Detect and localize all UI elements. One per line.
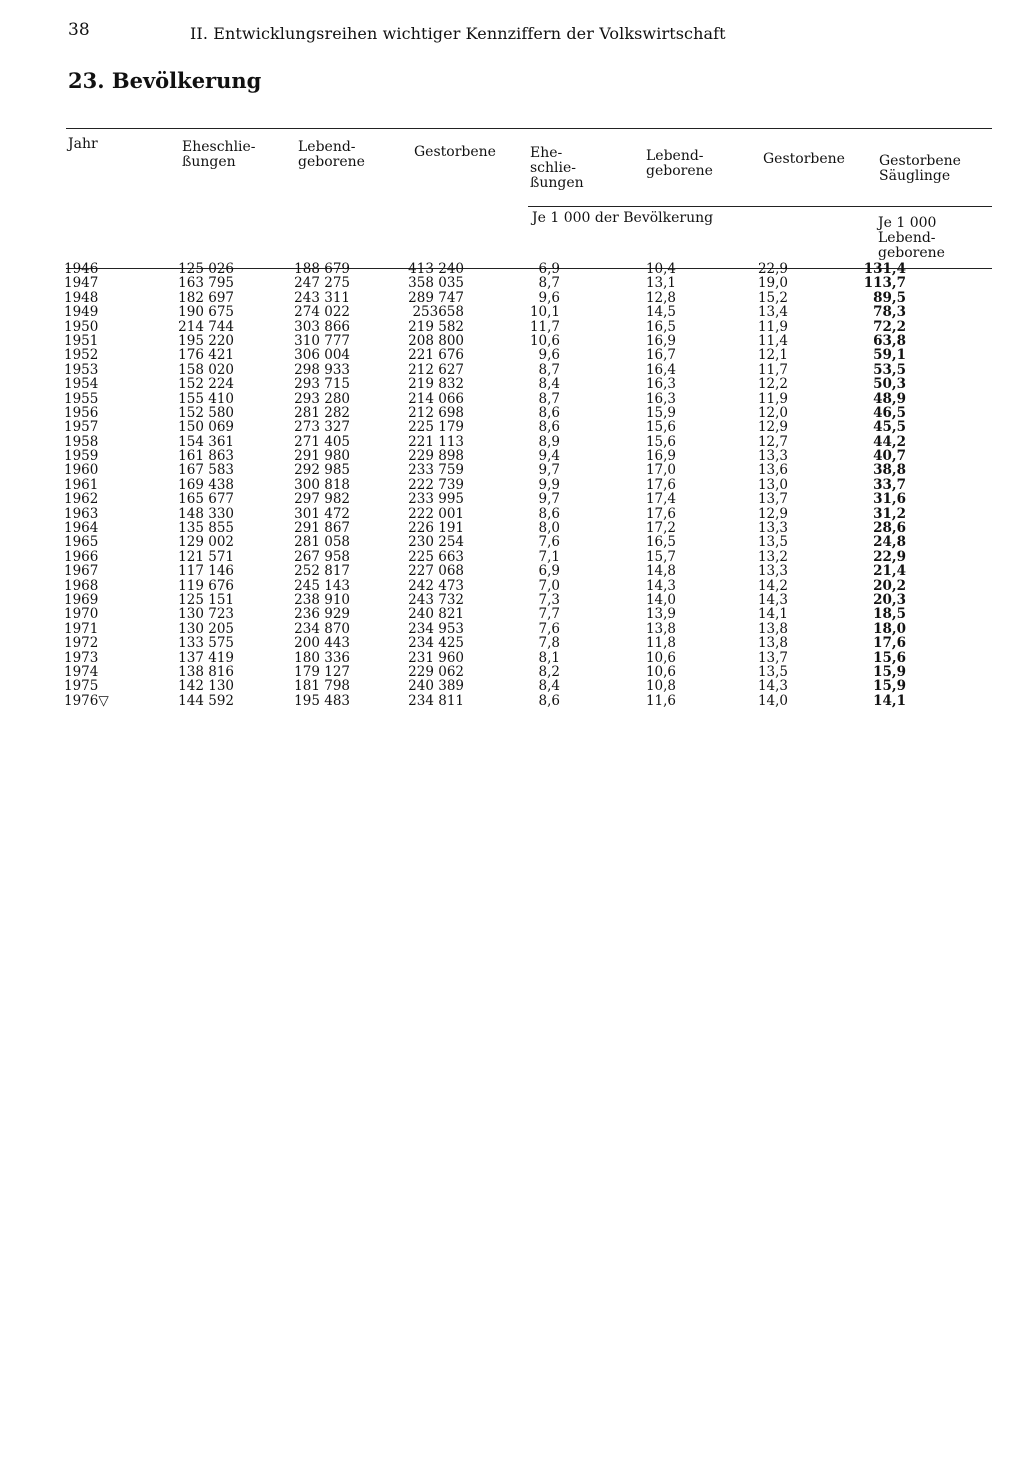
- cell-infant-mortality: 46,5: [873, 404, 906, 421]
- cell-marriage-rate: 7,1: [538, 548, 560, 565]
- cell-birth-rate: 11,8: [645, 635, 676, 652]
- cell-birth-rate: 16,3: [645, 390, 676, 407]
- header-lebendgeborene: Lebend- geborene: [298, 139, 365, 170]
- cell-live-births: 200 443: [294, 635, 350, 652]
- cell-year: 1951: [64, 332, 99, 349]
- table-row: [0, 420, 1024, 434]
- cell-death-rate: 13,3: [757, 520, 788, 537]
- cell-year: 1959: [64, 448, 99, 465]
- cell-deaths: 413 240: [408, 261, 464, 277]
- cell-marriages: 142 130: [178, 678, 234, 695]
- cell-live-births: 300 818: [294, 476, 350, 493]
- section-title: 23. Bevölkerung: [68, 68, 262, 93]
- cell-year: 1954: [64, 376, 99, 393]
- table-row: [0, 622, 1024, 636]
- cell-infant-mortality: 48,9: [873, 390, 906, 407]
- cell-live-births: 291 980: [294, 448, 350, 465]
- cell-infant-mortality: 89,5: [873, 289, 906, 306]
- table-row: [0, 348, 1024, 362]
- cell-infant-mortality: 59,1: [873, 347, 906, 364]
- cell-death-rate: 13,4: [757, 304, 788, 321]
- cell-year: 1965: [64, 534, 99, 551]
- cell-birth-rate: 13,1: [645, 275, 676, 292]
- cell-infant-mortality: 78,3: [873, 304, 906, 321]
- table-row: [0, 449, 1024, 463]
- cell-birth-rate: 11,6: [645, 692, 676, 709]
- cell-infant-mortality: 44,2: [873, 433, 906, 450]
- cell-infant-mortality: 15,6: [873, 649, 906, 666]
- table-row: [0, 392, 1024, 406]
- cell-deaths: 243 732: [408, 591, 464, 608]
- cell-infant-mortality: 20,3: [873, 591, 906, 608]
- cell-live-births: 245 143: [294, 577, 350, 594]
- table-row: [0, 305, 1024, 319]
- cell-birth-rate: 10,6: [645, 649, 676, 666]
- cell-infant-mortality: 17,6: [873, 635, 906, 652]
- cell-live-births: 298 933: [294, 361, 350, 378]
- table-row: [0, 463, 1024, 477]
- cell-death-rate: 13,6: [757, 462, 788, 479]
- cell-marriage-rate: 7,0: [538, 577, 560, 594]
- cell-marriages: 214 744: [178, 318, 234, 335]
- cell-marriage-rate: 9,9: [538, 476, 560, 493]
- table-row: [0, 363, 1024, 377]
- table-body: [0, 262, 1024, 708]
- cell-birth-rate: 16,7: [645, 347, 676, 364]
- cell-year: 1969: [64, 591, 99, 608]
- cell-marriages: 152 580: [178, 404, 234, 421]
- cell-year: 1973: [64, 649, 99, 666]
- cell-deaths: 233 759: [408, 462, 464, 479]
- cell-birth-rate: 17,6: [645, 505, 676, 522]
- cell-birth-rate: 16,5: [645, 534, 676, 551]
- cell-death-rate: 14,0: [757, 692, 788, 709]
- cell-marriage-rate: 8,6: [538, 404, 560, 421]
- cell-infant-mortality: 18,0: [873, 620, 906, 637]
- table-row: [0, 665, 1024, 679]
- cell-death-rate: 13,5: [757, 663, 788, 680]
- header-eheschliessungen: Eheschlie- ßungen: [182, 139, 256, 170]
- cell-year: 1948: [64, 289, 99, 306]
- cell-death-rate: 12,9: [757, 419, 788, 436]
- cell-infant-mortality: 22,9: [873, 548, 906, 565]
- cell-marriages: 125 151: [178, 591, 234, 608]
- cell-infant-mortality: 113,7: [863, 275, 906, 292]
- cell-deaths: 231 960: [408, 649, 464, 666]
- cell-year: 1974: [64, 663, 99, 680]
- cell-death-rate: 15,2: [757, 289, 788, 306]
- table-row: [0, 535, 1024, 549]
- cell-year: 1962: [64, 491, 99, 508]
- cell-year: 1956: [64, 404, 99, 421]
- cell-birth-rate: 14,5: [645, 304, 676, 321]
- cell-marriage-rate: 8,7: [538, 275, 560, 292]
- cell-deaths: 225 179: [408, 419, 464, 436]
- cell-year: 1970: [64, 606, 99, 623]
- cell-marriages: 144 592: [178, 692, 234, 709]
- cell-birth-rate: 17,4: [645, 491, 676, 508]
- table-row: [0, 607, 1024, 621]
- cell-marriages: 163 795: [178, 275, 234, 292]
- table-row: [0, 377, 1024, 391]
- cell-death-rate: 13,0: [757, 476, 788, 493]
- cell-marriage-rate: 9,7: [538, 491, 560, 508]
- cell-deaths: 289 747: [408, 289, 464, 306]
- cell-marriages: 138 816: [178, 663, 234, 680]
- cell-live-births: 234 870: [294, 620, 350, 637]
- cell-birth-rate: 17,6: [645, 476, 676, 493]
- cell-death-rate: 22,9: [757, 261, 788, 277]
- cell-marriage-rate: 8,1: [538, 649, 560, 666]
- cell-year: 1952: [64, 347, 99, 364]
- cell-infant-mortality: 15,9: [873, 678, 906, 695]
- cell-marriage-rate: 7,3: [538, 591, 560, 608]
- cell-live-births: 293 715: [294, 376, 350, 393]
- cell-marriages: 158 020: [178, 361, 234, 378]
- cell-death-rate: 13,7: [757, 649, 788, 666]
- cell-marriages: 155 410: [178, 390, 234, 407]
- cell-deaths: 221 676: [408, 347, 464, 364]
- cell-marriages: 135 855: [178, 520, 234, 537]
- cell-live-births: 179 127: [294, 663, 350, 680]
- table-row: [0, 262, 1024, 276]
- cell-death-rate: 13,3: [757, 448, 788, 465]
- cell-deaths: 226 191: [408, 520, 464, 537]
- cell-live-births: 281 282: [294, 404, 350, 421]
- cell-death-rate: 19,0: [757, 275, 788, 292]
- cell-deaths: 219 582: [408, 318, 464, 335]
- cell-year: 1960: [64, 462, 99, 479]
- table-top-rule: [66, 128, 992, 129]
- cell-marriages: 130 205: [178, 620, 234, 637]
- cell-birth-rate: 15,6: [645, 419, 676, 436]
- cell-marriage-rate: 7,6: [538, 620, 560, 637]
- table-row: [0, 579, 1024, 593]
- cell-live-births: 281 058: [294, 534, 350, 551]
- cell-marriages: 182 697: [178, 289, 234, 306]
- cell-infant-mortality: 50,3: [873, 376, 906, 393]
- cell-year: 1961: [64, 476, 99, 493]
- table-row: [0, 593, 1024, 607]
- cell-infant-mortality: 18,5: [873, 606, 906, 623]
- header-jahr: Jahr: [68, 136, 98, 152]
- cell-infant-mortality: 63,8: [873, 332, 906, 349]
- header-lebendgeborene-rate: Lebend- geborene: [646, 148, 713, 179]
- cell-death-rate: 13,8: [757, 620, 788, 637]
- cell-birth-rate: 17,0: [645, 462, 676, 479]
- cell-death-rate: 11,9: [757, 390, 788, 407]
- cell-marriages: 169 438: [178, 476, 234, 493]
- cell-deaths: 227 068: [408, 563, 464, 580]
- cell-live-births: 301 472: [294, 505, 350, 522]
- cell-live-births: 274 022: [294, 304, 350, 321]
- cell-marriage-rate: 9,7: [538, 462, 560, 479]
- cell-infant-mortality: 31,6: [873, 491, 906, 508]
- cell-death-rate: 14,1: [757, 606, 788, 623]
- cell-birth-rate: 14,0: [645, 591, 676, 608]
- cell-marriage-rate: 8,6: [538, 692, 560, 709]
- cell-death-rate: 12,1: [757, 347, 788, 364]
- cell-year: 1958: [64, 433, 99, 450]
- running-title: II. Entwicklungsreihen wichtiger Kennziffern der Volkswirtschaft: [190, 24, 726, 43]
- cell-live-births: 306 004: [294, 347, 350, 364]
- cell-year: 1955: [64, 390, 99, 407]
- cell-marriages: 148 330: [178, 505, 234, 522]
- cell-marriages: 125 026: [178, 261, 234, 277]
- cell-marriages: 165 677: [178, 491, 234, 508]
- cell-year: 1957: [64, 419, 99, 436]
- cell-marriage-rate: 7,8: [538, 635, 560, 652]
- cell-birth-rate: 16,4: [645, 361, 676, 378]
- cell-marriages: 167 583: [178, 462, 234, 479]
- cell-live-births: 273 327: [294, 419, 350, 436]
- cell-marriage-rate: 7,6: [538, 534, 560, 551]
- cell-infant-mortality: 40,7: [873, 448, 906, 465]
- cell-infant-mortality: 14,1: [873, 692, 906, 709]
- cell-deaths: 240 389: [408, 678, 464, 695]
- cell-infant-mortality: 72,2: [873, 318, 906, 335]
- table-row: [0, 334, 1024, 348]
- cell-death-rate: 13,5: [757, 534, 788, 551]
- cell-live-births: 267 958: [294, 548, 350, 565]
- cell-marriages: 152 224: [178, 376, 234, 393]
- cell-deaths: 358 035: [408, 275, 464, 292]
- cell-infant-mortality: 31,2: [873, 505, 906, 522]
- cell-death-rate: 14,3: [757, 678, 788, 695]
- cell-deaths: 208 800: [408, 332, 464, 349]
- cell-deaths: 222 001: [408, 505, 464, 522]
- cell-deaths: 234 425: [408, 635, 464, 652]
- cell-live-births: 297 982: [294, 491, 350, 508]
- cell-death-rate: 13,2: [757, 548, 788, 565]
- cell-marriages: 119 676: [178, 577, 234, 594]
- cell-death-rate: 14,2: [757, 577, 788, 594]
- cell-death-rate: 12,2: [757, 376, 788, 393]
- cell-marriages: 121 571: [178, 548, 234, 565]
- cell-deaths: 219 832: [408, 376, 464, 393]
- cell-birth-rate: 16,5: [645, 318, 676, 335]
- table-row: [0, 276, 1024, 290]
- table-row: [0, 478, 1024, 492]
- cell-infant-mortality: 33,7: [873, 476, 906, 493]
- cell-marriage-rate: 8,7: [538, 390, 560, 407]
- cell-birth-rate: 13,8: [645, 620, 676, 637]
- cell-infant-mortality: 53,5: [873, 361, 906, 378]
- cell-marriage-rate: 8,9: [538, 433, 560, 450]
- unit-rule: [528, 206, 992, 207]
- cell-year: 1950: [64, 318, 99, 335]
- cell-birth-rate: 10,8: [645, 678, 676, 695]
- cell-infant-mortality: 21,4: [873, 563, 906, 580]
- cell-marriage-rate: 8,7: [538, 361, 560, 378]
- cell-marriage-rate: 11,7: [529, 318, 560, 335]
- cell-birth-rate: 14,8: [645, 563, 676, 580]
- cell-marriage-rate: 8,4: [538, 678, 560, 695]
- cell-year: 1972: [64, 635, 99, 652]
- cell-marriage-rate: 8,4: [538, 376, 560, 393]
- header-gestorbene: Gestorbene: [414, 144, 496, 160]
- cell-year: 1975: [64, 678, 99, 695]
- cell-year: 1971: [64, 620, 99, 637]
- cell-marriage-rate: 9,4: [538, 448, 560, 465]
- table-row: [0, 679, 1024, 693]
- cell-birth-rate: 16,9: [645, 448, 676, 465]
- cell-deaths: 234 811: [408, 692, 464, 709]
- cell-deaths: 240 821: [408, 606, 464, 623]
- cell-marriage-rate: 6,9: [538, 563, 560, 580]
- cell-marriage-rate: 9,6: [538, 289, 560, 306]
- table-row: [0, 291, 1024, 305]
- cell-live-births: 181 798: [294, 678, 350, 695]
- cell-marriages: 137 419: [178, 649, 234, 666]
- cell-live-births: 238 910: [294, 591, 350, 608]
- cell-birth-rate: 10,6: [645, 663, 676, 680]
- cell-deaths: 229 898: [408, 448, 464, 465]
- cell-deaths: 242 473: [408, 577, 464, 594]
- table-row: [0, 492, 1024, 506]
- cell-live-births: 243 311: [294, 289, 350, 306]
- cell-year: 1949: [64, 304, 99, 321]
- cell-marriage-rate: 6,9: [538, 261, 560, 277]
- cell-live-births: 271 405: [294, 433, 350, 450]
- cell-live-births: 195 483: [294, 692, 350, 709]
- cell-birth-rate: 12,8: [645, 289, 676, 306]
- table-row: [0, 564, 1024, 578]
- unit-per-births: Je 1 000 Lebend- geborene: [878, 215, 945, 261]
- cell-birth-rate: 16,9: [645, 332, 676, 349]
- cell-marriage-rate: 10,1: [529, 304, 560, 321]
- cell-deaths: 214 066: [408, 390, 464, 407]
- cell-marriage-rate: 9,6: [538, 347, 560, 364]
- table-row: [0, 435, 1024, 449]
- table-row: [0, 651, 1024, 665]
- table-row: [0, 694, 1024, 708]
- cell-marriages: 130 723: [178, 606, 234, 623]
- cell-death-rate: 11,9: [757, 318, 788, 335]
- cell-live-births: 291 867: [294, 520, 350, 537]
- cell-marriage-rate: 8,6: [538, 505, 560, 522]
- cell-marriage-rate: 10,6: [529, 332, 560, 349]
- cell-year: 1968: [64, 577, 99, 594]
- table-row: [0, 320, 1024, 334]
- cell-live-births: 188 679: [294, 261, 350, 277]
- cell-marriage-rate: 8,6: [538, 419, 560, 436]
- cell-marriage-rate: 8,0: [538, 520, 560, 537]
- cell-marriages: 190 675: [178, 304, 234, 321]
- cell-deaths: 233 995: [408, 491, 464, 508]
- cell-live-births: 247 275: [294, 275, 350, 292]
- cell-marriages: 161 863: [178, 448, 234, 465]
- header-gestorbene-saeuglinge: Gestorbene Säuglinge: [879, 153, 961, 184]
- cell-birth-rate: 15,9: [645, 404, 676, 421]
- cell-live-births: 236 929: [294, 606, 350, 623]
- cell-death-rate: 12,0: [757, 404, 788, 421]
- cell-marriages: 154 361: [178, 433, 234, 450]
- cell-death-rate: 12,9: [757, 505, 788, 522]
- cell-infant-mortality: 131,4: [863, 261, 906, 277]
- cell-year: 1967: [64, 563, 99, 580]
- cell-birth-rate: 14,3: [645, 577, 676, 594]
- cell-deaths: 253658: [412, 304, 464, 321]
- cell-marriages: 129 002: [178, 534, 234, 551]
- cell-year: 1964: [64, 520, 99, 537]
- cell-live-births: 303 866: [294, 318, 350, 335]
- cell-birth-rate: 13,9: [645, 606, 676, 623]
- cell-death-rate: 11,4: [757, 332, 788, 349]
- table-row: [0, 507, 1024, 521]
- cell-year: 1963: [64, 505, 99, 522]
- cell-death-rate: 13,8: [757, 635, 788, 652]
- cell-deaths: 225 663: [408, 548, 464, 565]
- cell-marriage-rate: 7,7: [538, 606, 560, 623]
- cell-death-rate: 14,3: [757, 591, 788, 608]
- cell-live-births: 252 817: [294, 563, 350, 580]
- cell-infant-mortality: 15,9: [873, 663, 906, 680]
- cell-death-rate: 11,7: [757, 361, 788, 378]
- cell-marriages: 117 146: [178, 563, 234, 580]
- unit-per-population: Je 1 000 der Bevölkerung: [532, 210, 714, 226]
- cell-live-births: 293 280: [294, 390, 350, 407]
- table-row: [0, 406, 1024, 420]
- cell-birth-rate: 15,7: [645, 548, 676, 565]
- cell-infant-mortality: 28,6: [873, 520, 906, 537]
- cell-deaths: 221 113: [408, 433, 464, 450]
- cell-infant-mortality: 24,8: [873, 534, 906, 551]
- cell-infant-mortality: 45,5: [873, 419, 906, 436]
- cell-year: 1947: [64, 275, 99, 292]
- cell-year: 1976▽: [64, 692, 109, 709]
- page-number: 38: [68, 20, 90, 40]
- cell-infant-mortality: 38,8: [873, 462, 906, 479]
- cell-infant-mortality: 20,2: [873, 577, 906, 594]
- cell-live-births: 310 777: [294, 332, 350, 349]
- cell-live-births: 292 985: [294, 462, 350, 479]
- cell-deaths: 229 062: [408, 663, 464, 680]
- cell-marriage-rate: 8,2: [538, 663, 560, 680]
- cell-birth-rate: 10,4: [645, 261, 676, 277]
- cell-deaths: 212 698: [408, 404, 464, 421]
- cell-deaths: 222 739: [408, 476, 464, 493]
- cell-marriages: 150 069: [178, 419, 234, 436]
- cell-birth-rate: 17,2: [645, 520, 676, 537]
- cell-year: 1953: [64, 361, 99, 378]
- table-row: [0, 521, 1024, 535]
- cell-marriages: 133 575: [178, 635, 234, 652]
- header-gestorbene-rate: Gestorbene: [763, 151, 845, 167]
- cell-deaths: 234 953: [408, 620, 464, 637]
- cell-marriages: 176 421: [178, 347, 234, 364]
- cell-live-births: 180 336: [294, 649, 350, 666]
- cell-marriages: 195 220: [178, 332, 234, 349]
- table-row: [0, 550, 1024, 564]
- cell-death-rate: 13,7: [757, 491, 788, 508]
- cell-year: 1966: [64, 548, 99, 565]
- table-row: [0, 636, 1024, 650]
- cell-birth-rate: 15,6: [645, 433, 676, 450]
- cell-birth-rate: 16,3: [645, 376, 676, 393]
- header-eheschliessungen-rate: Ehe- schlie- ßungen: [530, 145, 584, 191]
- cell-year: 1946: [64, 261, 99, 277]
- cell-deaths: 230 254: [408, 534, 464, 551]
- cell-deaths: 212 627: [408, 361, 464, 378]
- cell-death-rate: 12,7: [757, 433, 788, 450]
- cell-death-rate: 13,3: [757, 563, 788, 580]
